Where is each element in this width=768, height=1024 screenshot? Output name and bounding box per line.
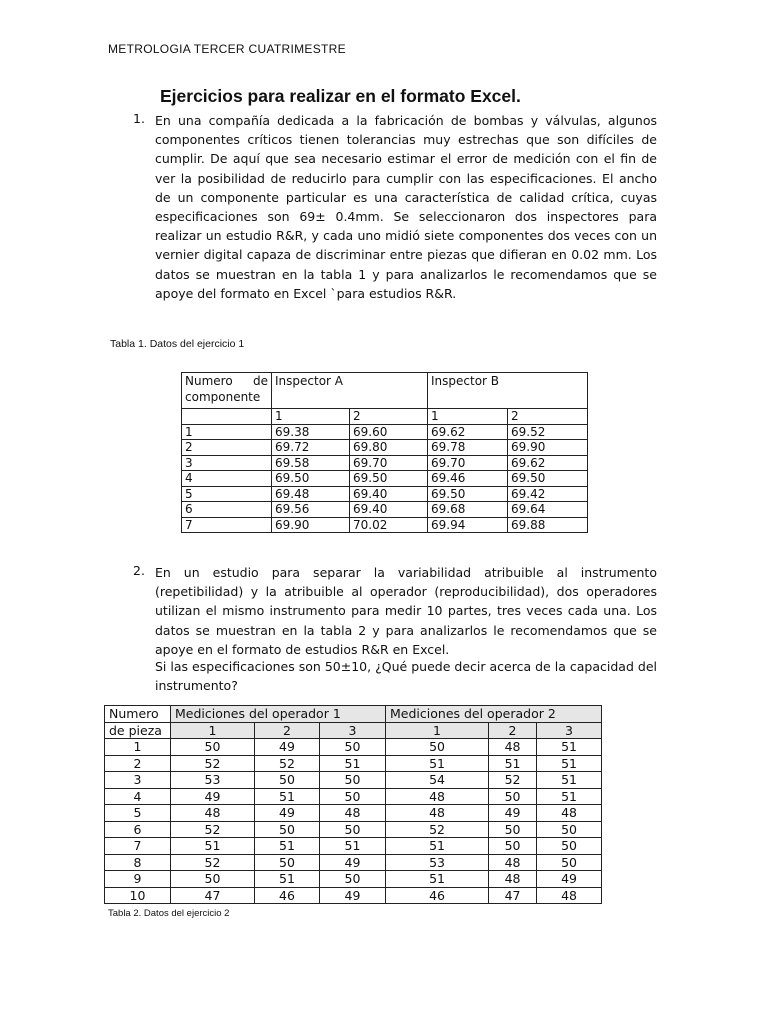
table-row	[182, 471, 588, 487]
table-cell: 69.90	[508, 440, 588, 456]
table-cell: 49	[489, 805, 537, 822]
table-row	[182, 440, 588, 456]
table-cell: 53	[171, 772, 255, 789]
table-cell: 49	[320, 887, 386, 904]
table-row	[105, 739, 602, 756]
table-cell: 51	[489, 755, 537, 772]
exercise-2-number: 2.	[133, 563, 145, 578]
table-cell: 1	[105, 739, 171, 756]
table-cell: 6	[105, 821, 171, 838]
table-cell: 51	[171, 838, 255, 855]
exercise-1-number: 1.	[133, 111, 145, 126]
table-cell: 69.64	[508, 502, 588, 518]
table-cell: 69.42	[508, 486, 588, 502]
table-cell: 48	[537, 887, 602, 904]
table-1-caption: Tabla 1. Datos del ejercicio 1	[110, 338, 245, 350]
table-cell: 69.40	[350, 486, 428, 502]
table-cell: 50	[489, 821, 537, 838]
table-cell: 7	[105, 838, 171, 855]
table-cell: 51	[386, 871, 489, 888]
table-row	[105, 805, 602, 822]
table-cell: 51	[386, 755, 489, 772]
table-cell: 2	[182, 440, 272, 456]
table-cell: 52	[489, 772, 537, 789]
table-1-header-inspector-b: Inspector B	[428, 373, 588, 409]
table-2-subheader: 1	[386, 722, 489, 739]
table-cell: 6	[182, 502, 272, 518]
table-cell: 69.80	[350, 440, 428, 456]
table-2-header-piece-2: de pieza	[105, 722, 171, 739]
table-1-header-inspector-a: Inspector A	[272, 373, 428, 409]
table-row	[182, 486, 588, 502]
table-row	[105, 821, 602, 838]
table-2-subheader: 3	[320, 722, 386, 739]
table-1	[181, 372, 588, 533]
table-cell: 52	[171, 755, 255, 772]
table-cell: 51	[320, 838, 386, 855]
table-cell: 69.50	[428, 486, 508, 502]
table-cell: 48	[320, 805, 386, 822]
table-cell: 50	[320, 821, 386, 838]
table-cell: 69.58	[272, 455, 350, 471]
table-cell: 69.56	[272, 502, 350, 518]
table-cell: 9	[105, 871, 171, 888]
table-cell: 50	[171, 739, 255, 756]
table-row	[105, 788, 602, 805]
table-cell: 51	[320, 755, 386, 772]
table-cell: 51	[537, 755, 602, 772]
table-cell: 51	[255, 871, 320, 888]
table-cell: 49	[255, 739, 320, 756]
table-cell: 50	[320, 788, 386, 805]
table-cell: 2	[105, 755, 171, 772]
table-cell: 46	[386, 887, 489, 904]
table-cell: 48	[171, 805, 255, 822]
page-title: Ejercicios para realizar en el formato Excel.	[160, 86, 521, 106]
exercise-2-question: Si las especificaciones son 50±10, ¿Qué puede decir acerca de la capacidad del instrumento?	[155, 659, 657, 694]
table-row	[182, 424, 588, 440]
table-row	[105, 755, 602, 772]
table-cell: 48	[489, 739, 537, 756]
table-cell: 69.68	[428, 502, 508, 518]
table-cell: 51	[537, 739, 602, 756]
table-cell: 50	[489, 838, 537, 855]
table-cell: 48	[386, 805, 489, 822]
table-cell: 69.70	[350, 455, 428, 471]
table-1-subheader: 2	[508, 409, 588, 425]
table-1-header-component: Numero de componente	[182, 373, 272, 409]
table-cell: 69.70	[428, 455, 508, 471]
table-2-caption: Tabla 2. Datos del ejercicio 2	[108, 908, 230, 919]
table-cell: 50	[537, 854, 602, 871]
table-cell: 5	[182, 486, 272, 502]
table-cell: 50	[537, 838, 602, 855]
table-cell: 46	[255, 887, 320, 904]
table-2-header-operator-1: Mediciones del operador 1	[171, 706, 386, 723]
table-row	[182, 455, 588, 471]
table-cell: 51	[537, 772, 602, 789]
table-cell: 5	[105, 805, 171, 822]
table-cell: 51	[255, 788, 320, 805]
table-cell: 69.50	[272, 471, 350, 487]
table-cell: 53	[386, 854, 489, 871]
table-cell: 69.48	[272, 486, 350, 502]
table-row	[105, 887, 602, 904]
table-cell: 52	[255, 755, 320, 772]
exercise-1-text: En una compañía dedicada a la fabricación de bombas y válvulas, algunos componentes críticos tienen tolerancias muy estrechas que son difíciles de cumplir. De aquí que sea necesario estimar el error de medición con el fin de ver la posibilidad de reducirlo para cumplir con las especificaciones. El ancho de un componente particular es una característica de calidad crítica, cuyas especificaciones son 69± 0.4mm. Se seleccionaron dos inspectores para realizar un estudio R&R, y cada uno midió siete componentes dos veces con un vernier digital capaza de discriminar entre piezas que difieran en 0.02 mm. Los datos se muestran en la tabla 1 y para analizarlos le recomendamos que se apoye del formato en Excel `para estudios R&R.	[155, 113, 657, 301]
table-cell: 4	[105, 788, 171, 805]
table-cell: 50	[255, 854, 320, 871]
table-cell: 52	[171, 821, 255, 838]
table-cell: 70.02	[350, 517, 428, 533]
table-cell: 10	[105, 887, 171, 904]
table-row	[182, 517, 588, 533]
table-2-subheader: 2	[489, 722, 537, 739]
table-cell: 50	[320, 871, 386, 888]
table-cell: 50	[489, 788, 537, 805]
table-cell: 48	[386, 788, 489, 805]
table-2-subheader: 1	[171, 722, 255, 739]
table-cell: 51	[255, 838, 320, 855]
table-cell: 69.72	[272, 440, 350, 456]
table-cell: 47	[489, 887, 537, 904]
table-cell: 50	[255, 821, 320, 838]
table-cell: 49	[537, 871, 602, 888]
table-cell: 48	[537, 805, 602, 822]
table-1-subheader: 1	[272, 409, 350, 425]
table-cell: 69.78	[428, 440, 508, 456]
table-row	[105, 871, 602, 888]
table-cell: 69.62	[428, 424, 508, 440]
table-cell: 52	[386, 821, 489, 838]
table-cell: 7	[182, 517, 272, 533]
table-cell: 50	[255, 772, 320, 789]
table-cell: 69.46	[428, 471, 508, 487]
table-row	[182, 502, 588, 518]
table-cell: 52	[171, 854, 255, 871]
table-cell: 69.90	[272, 517, 350, 533]
table-cell: 47	[171, 887, 255, 904]
table-cell: 50	[320, 772, 386, 789]
table-cell: 69.38	[272, 424, 350, 440]
table-2-header-operator-2: Mediciones del operador 2	[386, 706, 602, 723]
table-row	[105, 854, 602, 871]
table-cell: 1	[182, 424, 272, 440]
table-2-subheader: 2	[255, 722, 320, 739]
table-row	[105, 772, 602, 789]
table-cell: 69.50	[508, 471, 588, 487]
table-cell: 48	[489, 854, 537, 871]
document-header: METROLOGIA TERCER CUATRIMESTRE	[108, 42, 346, 56]
table-cell: 69.52	[508, 424, 588, 440]
table-2-header-piece: Numero	[105, 706, 171, 723]
table-cell: 51	[386, 838, 489, 855]
exercise-2-text: En un estudio para separar la variabilidad atribuible al instrumento (repetibilidad) y la atribuible al operador (reproducibilidad), dos operadores utilizan el mismo instrumento para medir 10 partes, tres veces cada una. Los datos se muestran en la tabla 2 y para analizarlos le recomendamos que se apoye en el formato de estudios R&R en Excel.	[155, 565, 657, 657]
table-cell: 8	[105, 854, 171, 871]
table-cell: 69.60	[350, 424, 428, 440]
table-cell: 48	[489, 871, 537, 888]
table-row	[105, 838, 602, 855]
table-1-subheader-empty	[182, 409, 272, 425]
table-cell: 3	[105, 772, 171, 789]
table-cell: 50	[320, 739, 386, 756]
table-1-subheader: 2	[350, 409, 428, 425]
table-cell: 49	[171, 788, 255, 805]
table-cell: 69.50	[350, 471, 428, 487]
table-cell: 69.40	[350, 502, 428, 518]
table-cell: 50	[171, 871, 255, 888]
table-1-subheader: 1	[428, 409, 508, 425]
table-cell: 69.62	[508, 455, 588, 471]
table-cell: 50	[386, 739, 489, 756]
table-cell: 49	[320, 854, 386, 871]
table-cell: 3	[182, 455, 272, 471]
table-cell: 50	[537, 821, 602, 838]
table-2	[104, 705, 602, 904]
table-cell: 4	[182, 471, 272, 487]
table-cell: 69.94	[428, 517, 508, 533]
table-cell: 51	[537, 788, 602, 805]
table-cell: 54	[386, 772, 489, 789]
table-2-subheader: 3	[537, 722, 602, 739]
table-cell: 49	[255, 805, 320, 822]
table-cell: 69.88	[508, 517, 588, 533]
